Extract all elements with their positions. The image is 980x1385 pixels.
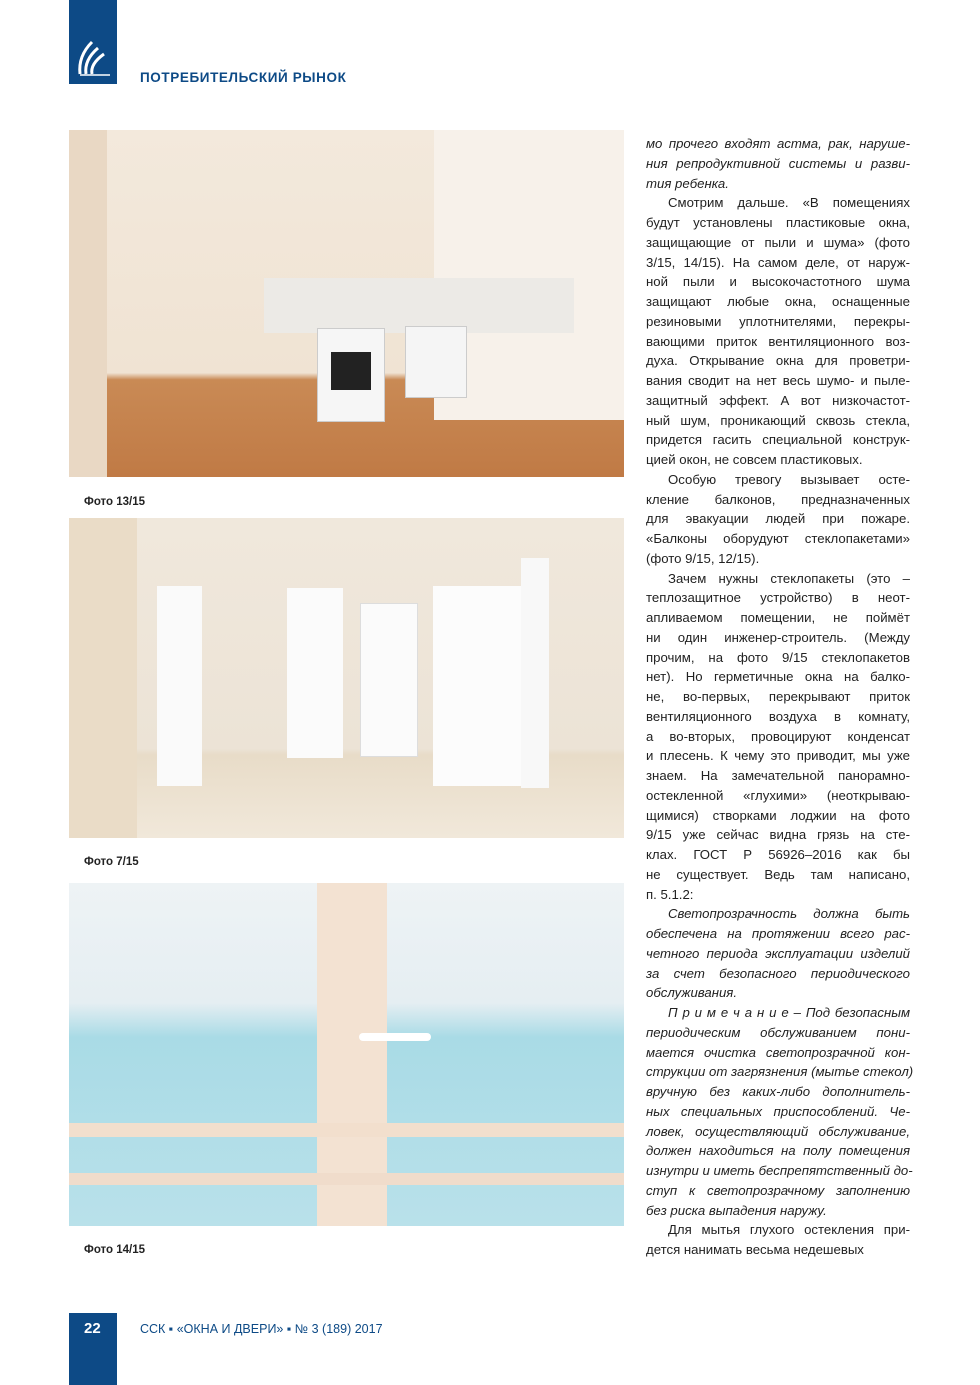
article-line: защищающие от пыли и шума» (фото	[646, 234, 910, 250]
article-line: обслуживания.	[646, 985, 738, 1001]
article-line: духа. Открывание окна для проветри-	[646, 353, 910, 369]
article-line: апливаемом помещении, не поймёт	[646, 610, 910, 625]
article-line: нет). Но герметичные окна на балко-	[646, 669, 910, 685]
article-line: а во-вторых, провоцируют конденсат	[646, 728, 910, 744]
photo-hallway	[69, 518, 624, 838]
article-line: струкции от загрязнения (мытье стекол)	[646, 1064, 914, 1080]
article-line: (фото 9/15, 12/15).	[646, 550, 760, 566]
article-line: не существует. Ведь там написано,	[646, 866, 910, 882]
article-line: тия ребенка.	[646, 175, 729, 191]
article-line: без риска выпадения наружу.	[646, 1202, 827, 1218]
photo-caption: Фото 14/15	[84, 1244, 146, 1256]
article-line: и плесень. К чему это приводит, мы уже	[646, 748, 910, 764]
article-line: вручную без каких-либо дополнитель-	[646, 1084, 910, 1099]
article-line: защитный эффект. А вот низкочастот-	[646, 392, 910, 408]
article-line: щимися) створками лоджии на фото	[646, 807, 910, 823]
article-line: Смотрим дальше. «В помещениях	[668, 195, 910, 211]
article-line: 9/15 уже сейчас видна грязь на сте-	[646, 827, 910, 843]
article-line: ловек, осуществляющий обслуживание,	[646, 1123, 910, 1139]
article-line: ния репродуктивной системы и разви-	[646, 155, 910, 171]
article-line: вания сводит на нет весь шумо- и пыле-	[646, 373, 910, 388]
article-line: четного периода эксплуатации изделий	[646, 945, 910, 961]
photo-kitchen	[69, 130, 624, 477]
article-line: остекленной «глухими» (неоткрываю-	[646, 787, 910, 803]
photo-caption: Фото 7/15	[84, 856, 139, 868]
article-line: придется гасить специальной конструк-	[646, 432, 910, 448]
article-text	[646, 134, 914, 1260]
article-line: клах. ГОСТ Р 56926–2016 как бы	[646, 847, 910, 862]
photo-window	[69, 883, 624, 1226]
article-line: п. 5.1.2:	[646, 886, 694, 902]
article-line: обеспечена на протяжении всего рас-	[646, 926, 910, 941]
article-line: не, во-первых, перекрывают приток	[646, 689, 910, 704]
article-line: для эвакуации людей при пожаре.	[646, 511, 910, 527]
article-line: за счет безопасного периодического	[646, 965, 910, 981]
magazine-logo-icon	[76, 38, 112, 78]
article-line: защищают любые окна, оснащенные	[646, 294, 910, 309]
article-line: ных специальных приспособлений. Че-	[646, 1103, 910, 1119]
article-line: прочим, на фото 9/15 стеклопакетов	[646, 649, 910, 665]
article-line: знаем. На замечательной панорамно-	[646, 768, 910, 783]
article-line: П р и м е ч а н и е – Под безопасным	[668, 1005, 910, 1020]
publication-info: ССК ▪ «ОКНА И ДВЕРИ» ▪ № 3 (189) 2017	[140, 1322, 383, 1336]
article-line: Для мытья глухого остекления при-	[668, 1222, 910, 1238]
article-line: «Балконы оборудуют стеклопакетами»	[646, 531, 910, 546]
photo-caption: Фото 13/15	[84, 496, 146, 508]
article-line: изнутри и иметь беспрепятственный до-	[646, 1163, 913, 1178]
article-line: Особую тревогу вызывает осте-	[668, 471, 910, 487]
article-line: ный шум, проникающий сквозь стекла,	[646, 412, 910, 428]
article-line: ни один инженер-строитель. (Между	[646, 629, 910, 645]
article-line: цией окон, не совсем пластиковых.	[646, 452, 863, 467]
article-line: теплозащитное устройство) в неот-	[646, 590, 910, 606]
article-line: вентиляционного воздуха в комнату,	[646, 708, 910, 724]
article-line: кление балконов, предназначенных	[646, 491, 910, 507]
article-line: дется нанимать весьма недешевых	[646, 1242, 864, 1257]
article-line: вающими приток вентиляционного воз-	[646, 333, 910, 349]
article-line: ной пыли и высокочастотного шума	[646, 274, 910, 290]
article-line: резиновыми уплотнителями, перекры-	[646, 313, 910, 329]
page-number: 22	[84, 1320, 101, 1337]
article-line: должен находиться на полу помещения	[646, 1143, 910, 1159]
article-line: 3/15, 14/15). На самом деле, от наруж-	[646, 254, 910, 270]
article-line: Светопрозрачность должна быть	[668, 906, 910, 922]
article-line: ступ к светопрозрачному заполнению	[646, 1182, 910, 1198]
article-line: будут установлены пластиковые окна,	[646, 215, 910, 230]
article-line: периодическим обслуживанием пони-	[646, 1024, 910, 1040]
section-title: ПОТРЕБИТЕЛЬСКИЙ РЫНОК	[140, 70, 347, 85]
article-line: Зачем нужны стеклопакеты (это –	[668, 570, 910, 586]
article-line: мо прочего входят астма, рак, наруше-	[646, 136, 910, 151]
article-line: мается очистка светопрозрачной кон-	[646, 1044, 910, 1060]
